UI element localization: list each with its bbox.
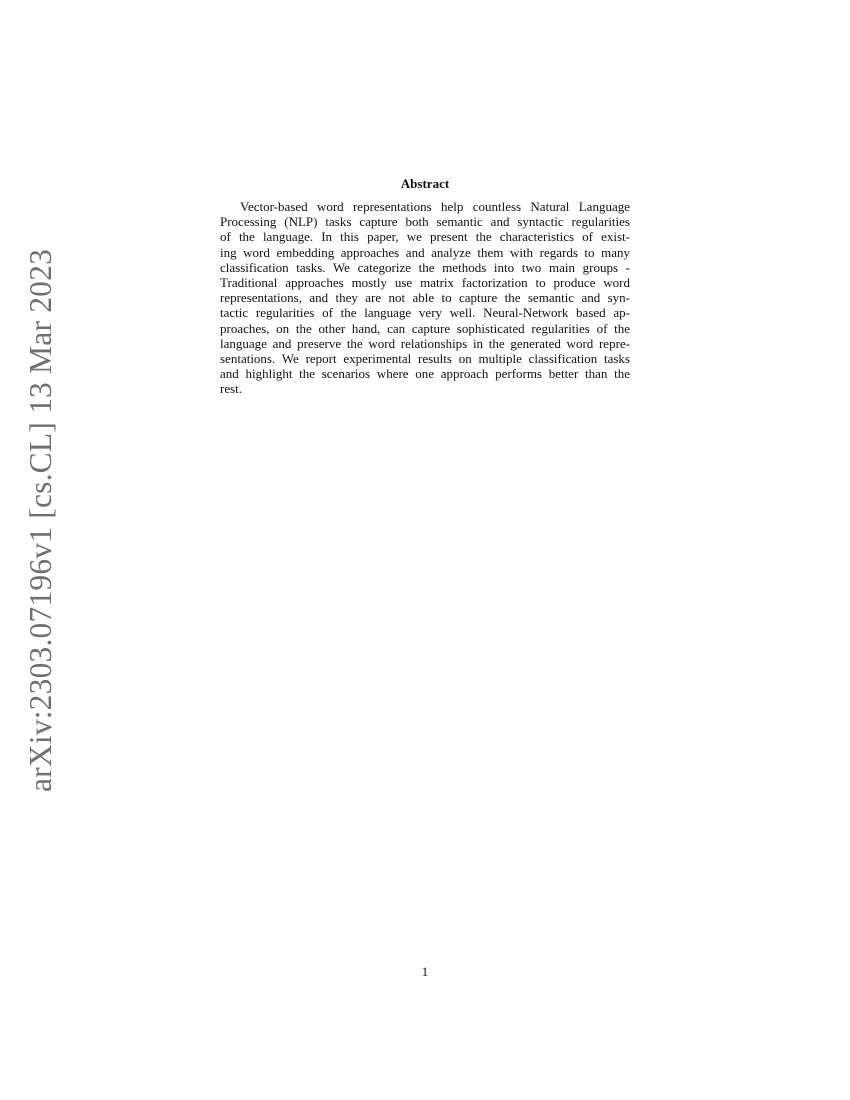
abstract-line: Traditional approaches mostly use matrix factorization to produce word [220,275,630,291]
abstract-line: Processing (NLP) tasks capture both semantic and syntactic regularities [220,214,630,230]
arxiv-identifier-stamp: arXiv:2303.07196v1 [cs.CL] 13 Mar 2023 [23,248,58,792]
abstract-body [220,199,630,397]
abstract-line: language and preserve the word relationships in the generated word repre- [220,335,630,351]
abstract-line: classification tasks. We categorize the methods into two main groups - [220,259,630,275]
abstract-section [220,176,630,397]
abstract-line: and highlight the scenarios where one approach performs better than the [220,366,630,382]
abstract-line: tactic regularities of the language very well. Neural-Network based ap- [220,305,630,321]
page-number: 1 [421,964,429,979]
abstract-line: representations, and they are not able to capture the semantic and syn- [220,290,630,306]
abstract-line: rest. [220,381,243,397]
abstract-line: ing word embedding approaches and analyze them with regards to many [220,244,630,260]
abstract-title: Abstract [400,176,450,191]
abstract-line: Vector-based word representations help countless Natural Language [240,199,630,214]
abstract-line: sentations. We report experimental results on multiple classification tasks [220,351,630,367]
abstract-line: of the language. In this paper, we present the characteristics of exist- [220,229,630,245]
abstract-line: proaches, on the other hand, can capture sophisticated regularities of the [220,320,630,336]
